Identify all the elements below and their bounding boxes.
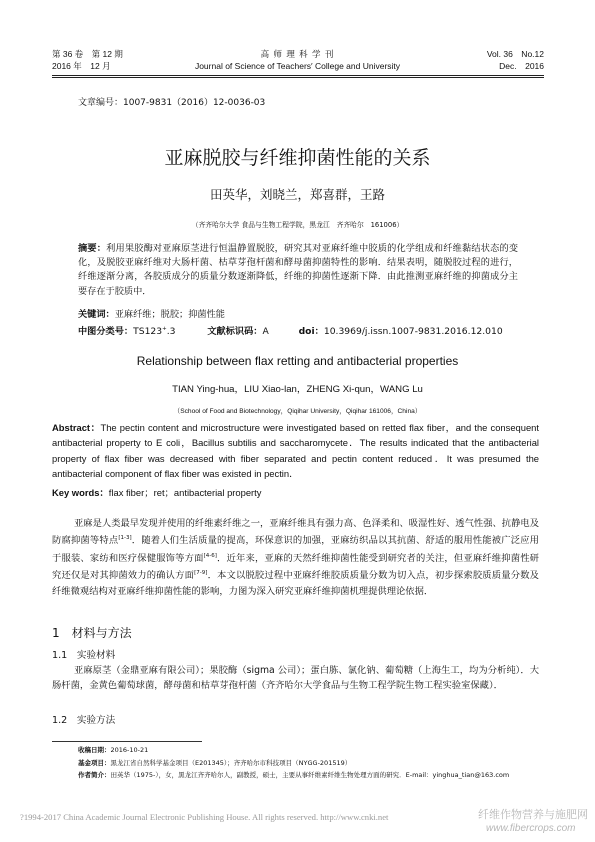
clc-sup: + (162, 326, 167, 332)
header-volume (52, 48, 123, 72)
intro-paragraph (52, 516, 539, 599)
section-heading-1: 1 材料与方法 (52, 626, 132, 640)
section-heading-1-2: 1.2 实验方法 (52, 715, 116, 726)
citation-3: [7-9] (194, 570, 208, 577)
section-heading-1-1: 1.1 实验材料 (52, 650, 116, 661)
received-date: 2016-10-21 (110, 746, 149, 754)
keywords-en (52, 485, 539, 500)
footnote-author (78, 769, 548, 782)
footnotes (78, 744, 548, 782)
footnote-fund (78, 757, 548, 770)
footnote-rule (52, 741, 202, 742)
doc-code: A (262, 326, 269, 338)
author-label: 作者简介： (78, 771, 111, 779)
abstract-cn (78, 242, 518, 299)
fund-label: 基金项目： (78, 758, 111, 767)
author-text: 田英华（1975-），女，黑龙江齐齐哈尔人，副教授，硕士，主要从事纤维素纤维生物处理方面的研究．E-mail：yinghua_tian@163.com (110, 771, 510, 779)
doi-label: doi： (298, 326, 324, 338)
page-title: 亚麻脱胶与纤维抑菌性能的关系 (164, 147, 431, 169)
title-en: Relationship between flax retting and antibacterial properties (136, 354, 459, 368)
header-journal (180, 48, 415, 72)
citation-2: [4-6] (203, 552, 217, 559)
materials-paragraph: 亚麻原茎（金鼎亚麻有限公司）；果胶酶（sigma 公司）；蛋白胨、氯化钠、葡萄糖（上海生工，均为分析纯）．大肠杆菌，金黄色葡萄球菌，酵母菌和枯草芽孢杆菌（齐齐哈尔大学食品与生物工程学院生物工程实验室保藏）． (52, 665, 539, 692)
abstract-cn-label: 摘要： (78, 243, 107, 254)
header-rule (52, 75, 544, 76)
intro-text-2: ．随着人们生活质量的提高，环保意识的加强，亚麻纺织品以其抗菌、舒适的服用性能被广泛应用于服装、家纺和医疗保健服饰等方面 (52, 535, 539, 564)
intro-text-4: ．本文以脱胶过程中亚麻纤维胶质质量分数为切入点，初步探索胶质质量分数及纤维微观结构对亚麻纤维抑菌性能的影响，力图为深入研究亚麻纤维抑菌机理提供理论依据． (52, 570, 539, 597)
article-number: 文章编号：1007-9831（2016）12-0036-03 (78, 98, 266, 108)
header-right-line1: Vol. 36 No.12 (486, 49, 544, 59)
keywords-cn-text: 亚麻纤维；脱胶；抑菌性能 (114, 309, 225, 320)
header-issue (440, 48, 544, 72)
doc-code-label: 文献标识码： (207, 326, 263, 338)
classification-line (78, 322, 518, 339)
abstract-en-text: The pectin content and microstructure were investigated based on retted flax fiber，and the consequent antibacterial property to E coli，Bacillus subtilis and saccharomycete．The results indicated that the antibacterial property of flax fiber was decreased with fiber separated and pectin content reduced．It was presumed the antibacterial component of flax fiber was existed in pectin． (52, 422, 539, 479)
clc-tail: .3 (166, 326, 176, 338)
doi-value: 10.3969/j.issn.1007-9831.2016.12.010 (323, 326, 503, 338)
header-journal-cn: 高 师 理 科 学 刊 (260, 49, 335, 59)
keywords-cn-label: 关键词： (78, 309, 115, 320)
footnote-received (78, 744, 548, 757)
watermark-site-url: www.fibercrops.com (486, 823, 576, 834)
keywords-en-label: Key words： (52, 487, 109, 498)
authors-en: TIAN Ying-hua，LIU Xiao-lan，ZHENG Xi-qun，WANG Lu (172, 384, 423, 395)
header-left-line2: 2016 年 12 月 (52, 61, 111, 71)
header-left-line1: 第 36 卷 第 12 期 (52, 49, 123, 59)
received-label: 收稿日期： (78, 746, 111, 754)
citation-1: [1-3] (118, 535, 132, 542)
header-journal-en: Journal of Science of Teachers′ College and University (194, 61, 401, 71)
intro-text-1: 亚麻是人类最早发现并使用的纤维素纤维之一，亚麻纤维具有强力高、色泽柔和、吸湿性好、透气性强、抗静电及防腐抑菌等特点 (52, 518, 539, 547)
keywords-en-text: flax fiber；ret；antibacterial property (108, 487, 262, 498)
fund-text: 黑龙江省自然科学基金项目（E201345）；齐齐哈尔市科技项目（NYGG-201519） (110, 758, 352, 767)
watermark-site-name: 纤维作物营养与施肥网 (478, 808, 588, 821)
affiliation-cn: （齐齐哈尔大学 食品与生物工程学院，黑龙江 齐齐哈尔 161006） (191, 221, 404, 229)
watermark-copyright: ?1994-2017 China Academic Journal Electronic Publishing House. All rights reserved. http://www.cnki.net (20, 812, 389, 822)
clc-code: TS123 (133, 326, 163, 338)
clc-label: 中图分类号： (78, 326, 134, 338)
authors-cn: 田英华，刘晓兰，郑喜群，王路 (209, 187, 385, 202)
header-right-line2: Dec. 2016 (499, 61, 544, 71)
affiliation-en: （School of Food and Biotechnology，Qiqihar University，Qiqihar 161006，China） (173, 408, 422, 415)
keywords-cn (78, 308, 518, 322)
abstract-en-label: Abstract： (52, 422, 101, 433)
header-rule-2 (52, 77, 544, 78)
abstract-cn-text: 利用果胶酶对亚麻原茎进行恒温静置脱胶，研究其对亚麻纤维中胶质的化学组成和纤维黏结状态的变化，及脱胶亚麻纤维对大肠杆菌、枯草芽孢杆菌和酵母菌抑菌特性的影响．结果表明，随脱胶过程的进行，纤维逐渐分离，各胶质成分的质量分数逐渐降低，纤维的抑菌性逐渐下降．由此推测亚麻纤维的抑菌成分主要存在于胶质中． (78, 243, 519, 297)
intro-text-3: ．近年来，亚麻的天然纤维抑菌性能受到研究者的关注，但亚麻纤维抑菌性研究还仅是对其抑菌效力的确认方面 (52, 553, 539, 582)
abstract-en (52, 420, 539, 481)
